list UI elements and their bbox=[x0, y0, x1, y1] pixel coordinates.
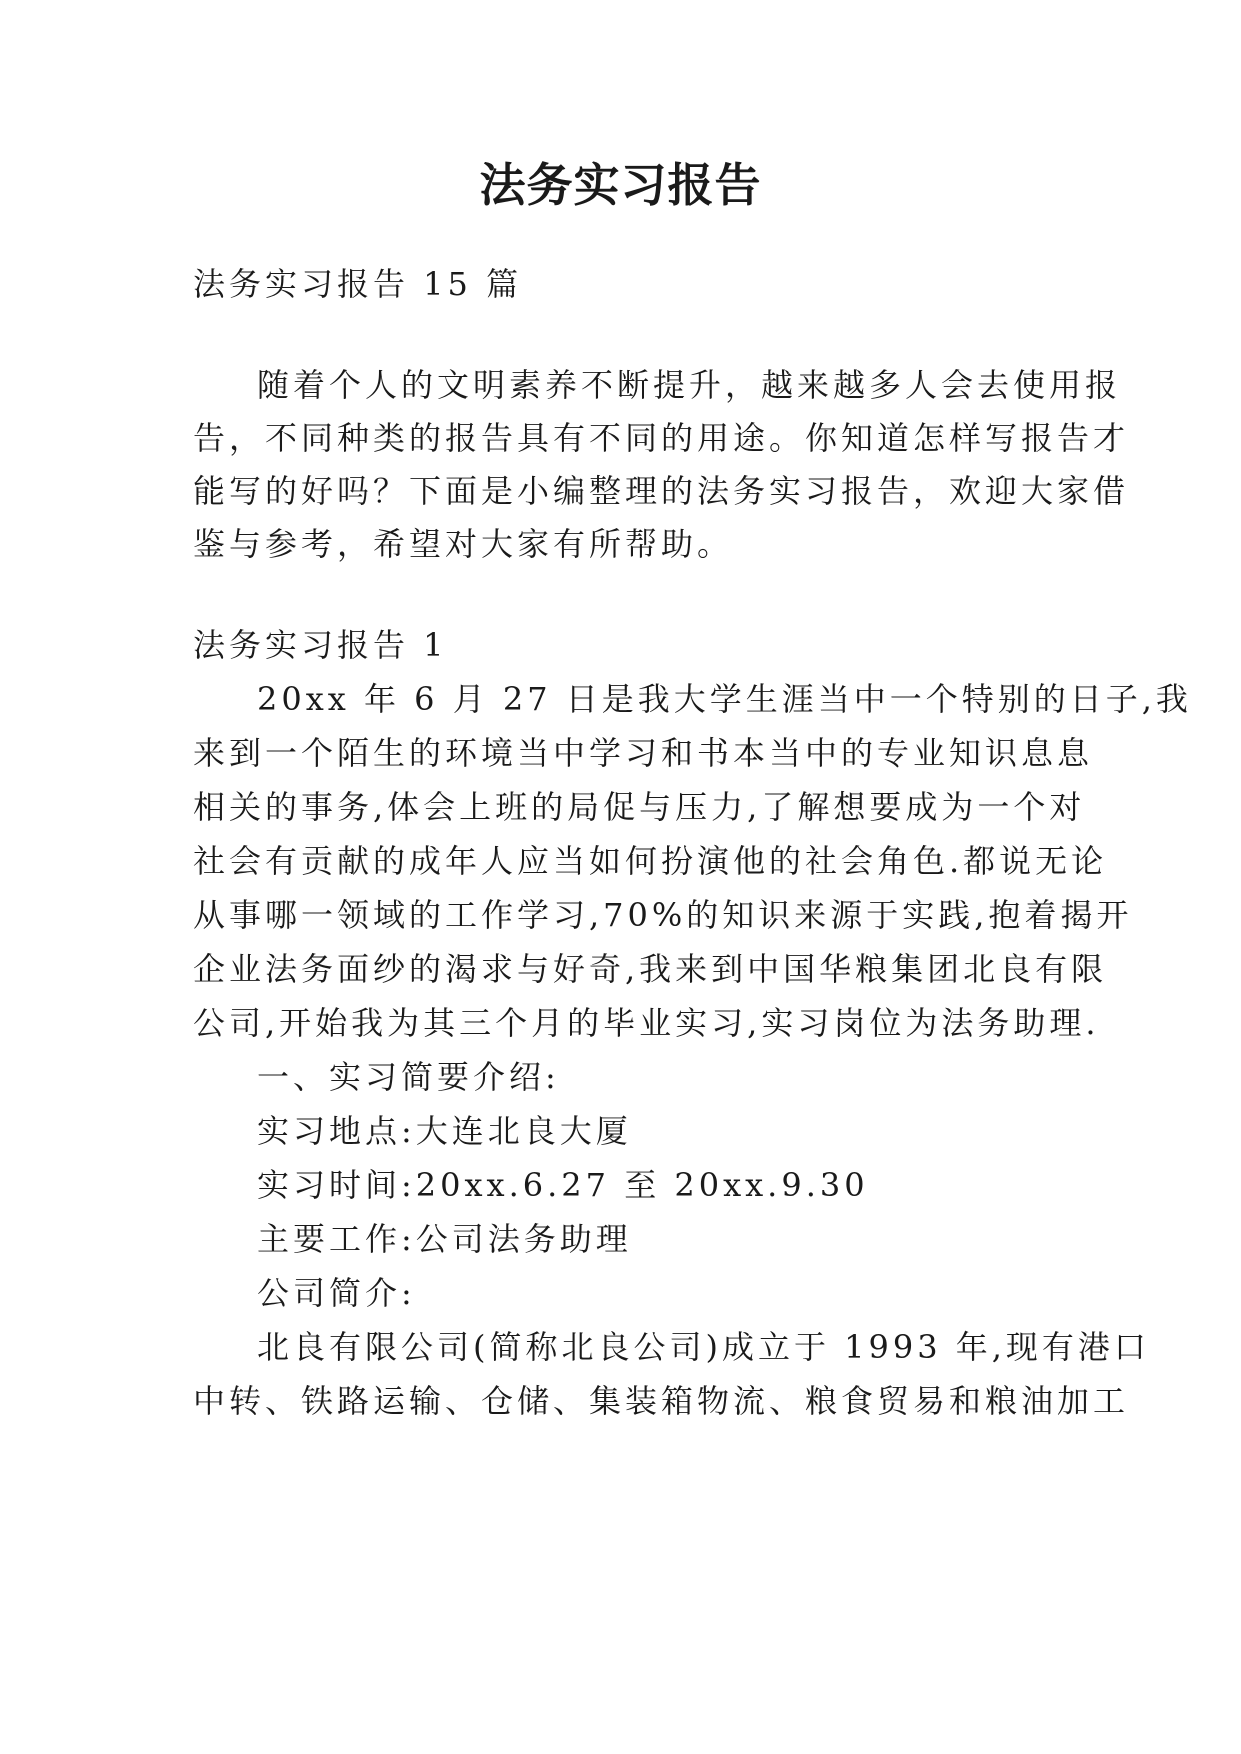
item-time: 实习时间:20xx.6.27 至 20xx.9.30 bbox=[257, 1166, 869, 1204]
intro-line-1: 随着个人的文明素养不断提升，越来越多人会去使用报 bbox=[257, 366, 1122, 404]
company-para-line-1: 北良有限公司(简称北良公司)成立于 1993 年,现有港口 bbox=[257, 1328, 1150, 1366]
section-heading: 法务实习报告 1 bbox=[193, 626, 448, 664]
section-para-line-3: 相关的事务,体会上班的局促与压力,了解想要成为一个对 bbox=[193, 788, 1086, 826]
intro-line-2: 告，不同种类的报告具有不同的用途。你知道怎样写报告才 bbox=[193, 419, 1130, 457]
item-intro: 一、实习简要介绍: bbox=[257, 1058, 560, 1096]
document-title: 法务实习报告 bbox=[479, 158, 762, 212]
section-para-line-2: 来到一个陌生的环境当中学习和书本当中的专业知识息息 bbox=[193, 734, 1094, 772]
section-para-line-1: 20xx 年 6 月 27 日是我大学生涯当中一个特别的日子,我 bbox=[257, 680, 1192, 718]
intro-line-4: 鉴与参考，希望对大家有所帮助。 bbox=[193, 525, 734, 563]
section-para-line-7: 公司,开始我为其三个月的毕业实习,实习岗位为法务助理. bbox=[193, 1004, 1100, 1042]
section-para-line-5: 从事哪一领域的工作学习,70%的知识来源于实践,抱着揭开 bbox=[193, 896, 1133, 934]
item-work: 主要工作:公司法务助理 bbox=[257, 1220, 632, 1258]
item-company: 公司简介: bbox=[257, 1274, 416, 1312]
company-para-line-2: 中转、铁路运输、仓储、集装箱物流、粮食贸易和粮油加工 bbox=[193, 1382, 1130, 1420]
section-para-line-4: 社会有贡献的成年人应当如何扮演他的社会角色.都说无论 bbox=[193, 842, 1108, 880]
document-subtitle: 法务实习报告 15 篇 bbox=[193, 265, 523, 303]
intro-line-3: 能写的好吗？下面是小编整理的法务实习报告，欢迎大家借 bbox=[193, 472, 1130, 510]
item-location: 实习地点:大连北良大厦 bbox=[257, 1112, 632, 1150]
section-para-line-6: 企业法务面纱的渴求与好奇,我来到中国华粮集团北良有限 bbox=[193, 950, 1108, 988]
